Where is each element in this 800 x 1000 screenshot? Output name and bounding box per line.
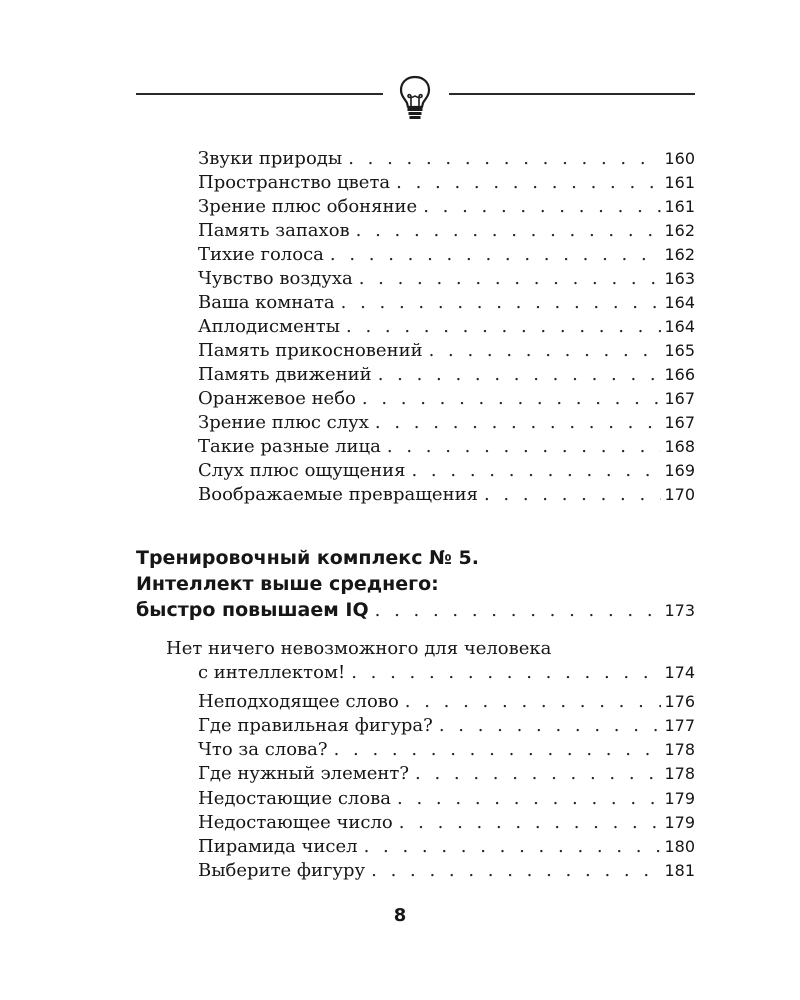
toc-entry-page: 181 bbox=[664, 861, 695, 880]
toc-entry-page: 161 bbox=[664, 173, 695, 192]
toc-entry[interactable] bbox=[198, 243, 695, 267]
dot-leader bbox=[397, 787, 661, 811]
toc-entry-page: 162 bbox=[664, 221, 695, 240]
toc-entry-title: Память прикосновений bbox=[198, 340, 423, 361]
toc-entry[interactable] bbox=[198, 714, 695, 738]
toc-entry-title: Недостающее число bbox=[198, 812, 393, 833]
toc-entry-page: 179 bbox=[664, 813, 695, 832]
page-number: 8 bbox=[393, 905, 407, 926]
toc-entry-title: Воображаемые превращения bbox=[198, 484, 478, 505]
dot-leader bbox=[348, 147, 661, 171]
toc-entry[interactable] bbox=[198, 835, 695, 859]
dot-leader bbox=[423, 195, 661, 219]
toc-entry-page: 170 bbox=[664, 485, 695, 504]
toc-entry[interactable] bbox=[198, 363, 695, 387]
toc-entry-page: 177 bbox=[664, 716, 695, 735]
toc-entry-title: с интеллектом! bbox=[198, 662, 346, 683]
dot-leader bbox=[484, 483, 662, 507]
toc-entry-title: Слух плюс ощущения bbox=[198, 460, 406, 481]
dot-leader bbox=[387, 435, 662, 459]
dot-leader bbox=[375, 411, 662, 435]
toc-entry-title: Оранжевое небо bbox=[198, 388, 356, 409]
dot-leader bbox=[346, 315, 661, 339]
toc-entry-page: 174 bbox=[664, 663, 695, 682]
toc-entry[interactable] bbox=[198, 315, 695, 339]
toc-entry-page: 180 bbox=[664, 837, 695, 856]
toc-entry-title: Память запахов bbox=[198, 220, 350, 241]
toc-entry-title: Недостающие слова bbox=[198, 788, 392, 809]
toc-entry-title: Тихие голоса bbox=[198, 244, 324, 265]
section-title-line[interactable]: Тренировочный комплекс № 5. bbox=[136, 547, 479, 569]
toc-entry-page: 178 bbox=[664, 740, 695, 759]
toc-entry[interactable] bbox=[198, 411, 695, 435]
toc-entry-title: Такие разные лица bbox=[198, 436, 381, 457]
toc-entry-page: 169 bbox=[664, 461, 695, 480]
dot-leader bbox=[341, 291, 662, 315]
toc-entry[interactable] bbox=[198, 762, 695, 786]
dot-leader bbox=[378, 363, 662, 387]
toc-entry[interactable] bbox=[198, 459, 695, 483]
toc-entry[interactable] bbox=[198, 435, 695, 459]
dot-leader bbox=[411, 459, 661, 483]
toc-entry[interactable] bbox=[198, 195, 695, 219]
toc-entry-page: 162 bbox=[664, 245, 695, 264]
toc-entry-title: Где нужный элемент? bbox=[198, 763, 409, 784]
toc-entry-page: 179 bbox=[664, 789, 695, 808]
toc-entry[interactable] bbox=[198, 171, 695, 195]
dot-leader bbox=[351, 661, 661, 685]
dot-leader bbox=[334, 738, 662, 762]
toc-entry-title: Зрение плюс обоняние bbox=[198, 196, 418, 217]
section-page: 173 bbox=[664, 601, 695, 620]
toc-entry-title: Выберите фигуру bbox=[198, 860, 366, 881]
dot-leader bbox=[364, 835, 662, 859]
header-rule-right bbox=[449, 93, 695, 95]
intro-entry-line2[interactable] bbox=[198, 661, 695, 685]
toc-entry[interactable] bbox=[198, 738, 695, 762]
toc-entry-title: Пространство цвета bbox=[198, 172, 391, 193]
toc-entry-page: 167 bbox=[664, 389, 695, 408]
toc-entry[interactable] bbox=[198, 267, 695, 291]
toc-entry-title: Память движений bbox=[198, 364, 372, 385]
toc-entry-title: Где правильная фигура? bbox=[198, 715, 433, 736]
toc-entry[interactable] bbox=[198, 811, 695, 835]
toc-entry-page: 161 bbox=[664, 197, 695, 216]
toc-entry[interactable] bbox=[198, 147, 695, 171]
dot-leader bbox=[330, 243, 662, 267]
intro-entry-line1[interactable]: Нет ничего невозможного для человека bbox=[166, 638, 552, 659]
toc-entry-title: Неподходящее слово bbox=[198, 691, 399, 712]
toc-entry-page: 168 bbox=[664, 437, 695, 456]
toc-entry[interactable] bbox=[198, 339, 695, 363]
toc-entry[interactable] bbox=[198, 291, 695, 315]
toc-entry[interactable] bbox=[198, 387, 695, 411]
header-rule-left bbox=[136, 93, 383, 95]
toc-entry-page: 164 bbox=[664, 317, 695, 336]
dot-leader bbox=[359, 267, 662, 291]
dot-leader bbox=[405, 690, 662, 714]
dot-leader bbox=[375, 599, 662, 623]
toc-entry[interactable] bbox=[198, 483, 695, 507]
toc-entry-page: 160 bbox=[664, 149, 695, 168]
toc-entry-title: Звуки природы bbox=[198, 148, 343, 169]
dot-leader bbox=[415, 762, 661, 786]
section-title-line: быстро повышаем IQ bbox=[136, 599, 369, 621]
toc-entry[interactable] bbox=[198, 690, 695, 714]
lightbulb-icon bbox=[393, 72, 437, 122]
toc-entry-title: Аплодисменты bbox=[198, 316, 340, 337]
toc-entry-title: Ваша комната bbox=[198, 292, 335, 313]
toc-entry-page: 166 bbox=[664, 365, 695, 384]
toc-entry-page: 178 bbox=[664, 764, 695, 783]
dot-leader bbox=[362, 387, 662, 411]
toc-entry-title: Чувство воздуха bbox=[198, 268, 353, 289]
toc-entry-page: 165 bbox=[664, 341, 695, 360]
toc-entry[interactable] bbox=[198, 859, 695, 883]
section-title-line[interactable]: Интеллект выше среднего: bbox=[136, 573, 439, 595]
toc-entry-page: 176 bbox=[664, 692, 695, 711]
toc-entry-page: 164 bbox=[664, 293, 695, 312]
dot-leader bbox=[396, 171, 661, 195]
toc-entry-title: Зрение плюс слух bbox=[198, 412, 369, 433]
dot-leader bbox=[429, 339, 662, 363]
dot-leader bbox=[356, 219, 662, 243]
toc-entry-page: 163 bbox=[664, 269, 695, 288]
dot-leader bbox=[439, 714, 662, 738]
dot-leader bbox=[371, 859, 661, 883]
dot-leader bbox=[399, 811, 662, 835]
toc-entry[interactable] bbox=[198, 787, 695, 811]
section-title-entry[interactable] bbox=[136, 598, 695, 622]
toc-entry-title: Что за слова? bbox=[198, 739, 328, 760]
toc-entry-page: 167 bbox=[664, 413, 695, 432]
toc-entry-title: Пирамида чисел bbox=[198, 836, 358, 857]
toc-entry[interactable] bbox=[198, 219, 695, 243]
